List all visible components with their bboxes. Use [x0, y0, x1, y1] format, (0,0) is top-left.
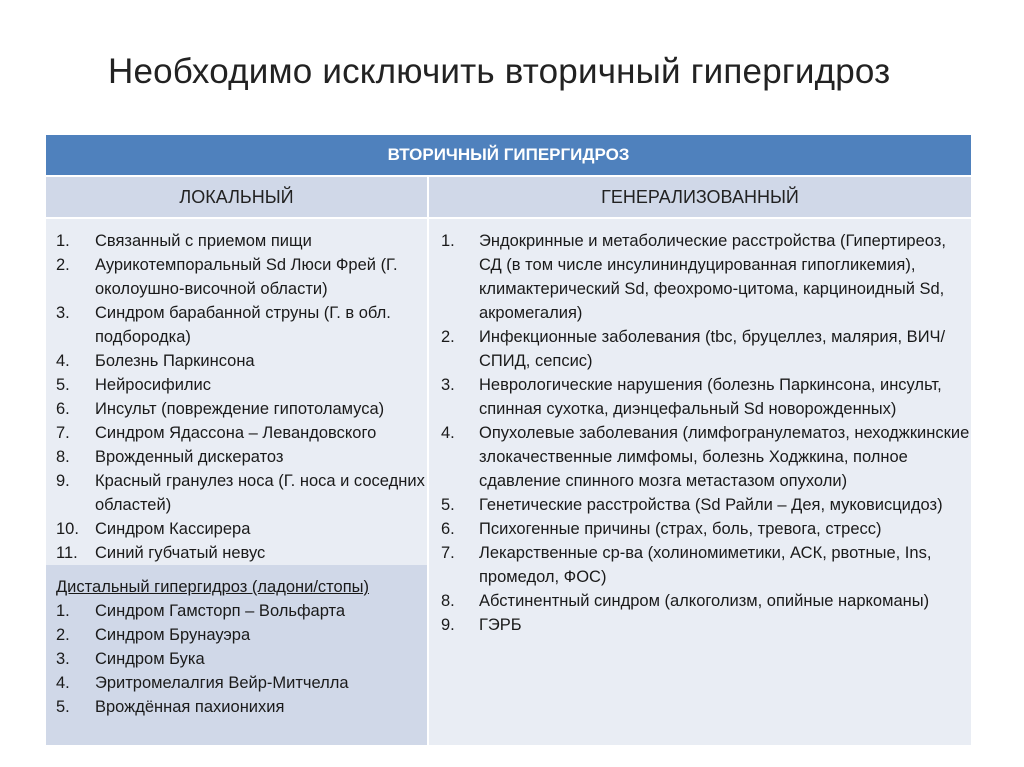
distal-list	[46, 599, 427, 719]
list-item-number: 5.	[56, 376, 70, 394]
list-item-text: Эндокринные и метаболические расстройства (Гипертиреоз, СД (в том числе инсулининдуцированная гипогликемия), климактерический Sd, феохромо-цитома, карциноидный Sd, акромегалия)	[479, 232, 946, 322]
column-header-generalized: ГЕНЕРАЛИЗОВАННЫЙ	[428, 176, 971, 218]
list-item	[46, 469, 427, 517]
generalized-list	[429, 219, 971, 637]
list-item-number: 4.	[56, 352, 70, 370]
list-item	[46, 445, 427, 469]
list-item-number: 3.	[56, 304, 70, 322]
list-item-number: 3.	[441, 376, 455, 394]
list-item	[429, 229, 971, 325]
list-item	[46, 541, 427, 565]
list-item-number: 11.	[56, 544, 78, 562]
list-item	[429, 373, 971, 421]
list-item	[46, 695, 427, 719]
slide-title: Необходимо исключить вторичный гипергидроз	[108, 52, 891, 91]
list-item-text: ГЭРБ	[479, 616, 522, 634]
list-item	[46, 421, 427, 445]
list-item	[46, 647, 427, 671]
list-item-text: Синдром барабанной струны (Г. в обл. подбородка)	[95, 304, 391, 346]
list-item-text: Врожденный дискератоз	[95, 448, 284, 466]
list-item	[46, 373, 427, 397]
list-item-text: Синдром Ядассона – Левандовского	[95, 424, 377, 442]
list-item	[46, 349, 427, 373]
list-item-number: 2.	[56, 256, 70, 274]
list-item-text: Психогенные причины (страх, боль, тревога, стресс)	[479, 520, 882, 538]
list-item-text: Опухолевые заболевания (лимфогранулематоз, неходжкинские злокачественные лимфомы, болезнь Ходжкина, полное сдавление спинного мозга метастазом опухоли)	[479, 424, 970, 490]
list-item-number: 8.	[56, 448, 70, 466]
list-item-number: 1.	[56, 602, 70, 620]
list-item	[46, 623, 427, 647]
local-cell	[46, 218, 428, 565]
generalized-cell	[428, 218, 971, 745]
list-item	[429, 517, 971, 541]
list-item-number: 7.	[441, 544, 455, 562]
list-item	[46, 397, 427, 421]
list-item-number: 10.	[56, 520, 79, 538]
list-item-text: Инфекционные заболевания (tbc, бруцеллез, малярия, ВИЧ/СПИД, сепсис)	[479, 328, 946, 370]
list-item-number: 9.	[56, 472, 70, 490]
list-item-number: 5.	[56, 698, 70, 716]
list-item-text: Красный гранулез носа (Г. носа и соседних областей)	[95, 472, 425, 514]
list-item	[429, 613, 971, 637]
list-item	[46, 229, 427, 253]
list-item-text: Синдром Гамсторп – Вольфарта	[95, 602, 346, 620]
list-item-number: 7.	[56, 424, 70, 442]
list-item-text: Аурикотемпоральный Sd Люси Фрей (Г. околоушно-височной области)	[95, 256, 398, 298]
list-item-number: 4.	[56, 674, 70, 692]
list-item-number: 8.	[441, 592, 455, 610]
list-item-number: 6.	[441, 520, 455, 538]
list-item-number: 1.	[56, 232, 70, 250]
distal-cell	[46, 565, 428, 745]
secondary-hyperhidrosis-table	[46, 135, 971, 745]
list-item	[429, 589, 971, 613]
list-item-number: 5.	[441, 496, 455, 514]
list-item-number: 6.	[56, 400, 70, 418]
list-item-text: Синий губчатый невус	[95, 544, 266, 562]
list-item-number: 4.	[441, 424, 455, 442]
list-item-text: Неврологические нарушения (болезнь Паркинсона, инсульт, спинная сухотка, диэнцефальный Sd новорожденных)	[479, 376, 942, 418]
list-item	[429, 493, 971, 517]
local-list	[46, 219, 427, 565]
list-item	[429, 421, 971, 493]
list-item-text: Болезнь Паркинсона	[95, 352, 255, 370]
column-header-local: ЛОКАЛЬНЫЙ	[46, 176, 428, 218]
list-item-number: 9.	[441, 616, 455, 634]
list-item-text: Связанный с приемом пищи	[95, 232, 312, 250]
list-item-number: 3.	[56, 650, 70, 668]
list-item-number: 1.	[441, 232, 455, 250]
list-item-text: Абстинентный синдром (алкоголизм, опийные наркоманы)	[479, 592, 930, 610]
list-item	[429, 541, 971, 589]
list-item-number: 2.	[441, 328, 455, 346]
table-header: ВТОРИЧНЫЙ ГИПЕРГИДРОЗ	[46, 135, 971, 176]
list-item	[46, 517, 427, 541]
list-item	[46, 671, 427, 695]
list-item-text: Инсульт (повреждение гипотоламуса)	[95, 400, 385, 418]
list-item-text: Эритромелалгия Вейр-Митчелла	[95, 674, 349, 692]
distal-title: Дистальный гипергидроз (ладони/стопы)	[56, 578, 369, 596]
list-item	[46, 599, 427, 623]
list-item-text: Врождённая пахионихия	[95, 698, 285, 716]
list-item-text: Нейросифилис	[95, 376, 212, 394]
list-item	[46, 253, 427, 301]
list-item	[46, 301, 427, 349]
list-item-text: Генетические расстройства (Sd Райли – Дея, муковисцидоз)	[479, 496, 943, 514]
list-item-text: Синдром Кассирера	[95, 520, 251, 538]
list-item-text: Синдром Бука	[95, 650, 205, 668]
list-item-number: 2.	[56, 626, 70, 644]
list-item-text: Лекарственные ср-ва (холиномиметики, АСК, рвотные, Ins, промедол, ФОС)	[479, 544, 932, 586]
list-item	[429, 325, 971, 373]
list-item-text: Синдром Брунауэра	[95, 626, 251, 644]
